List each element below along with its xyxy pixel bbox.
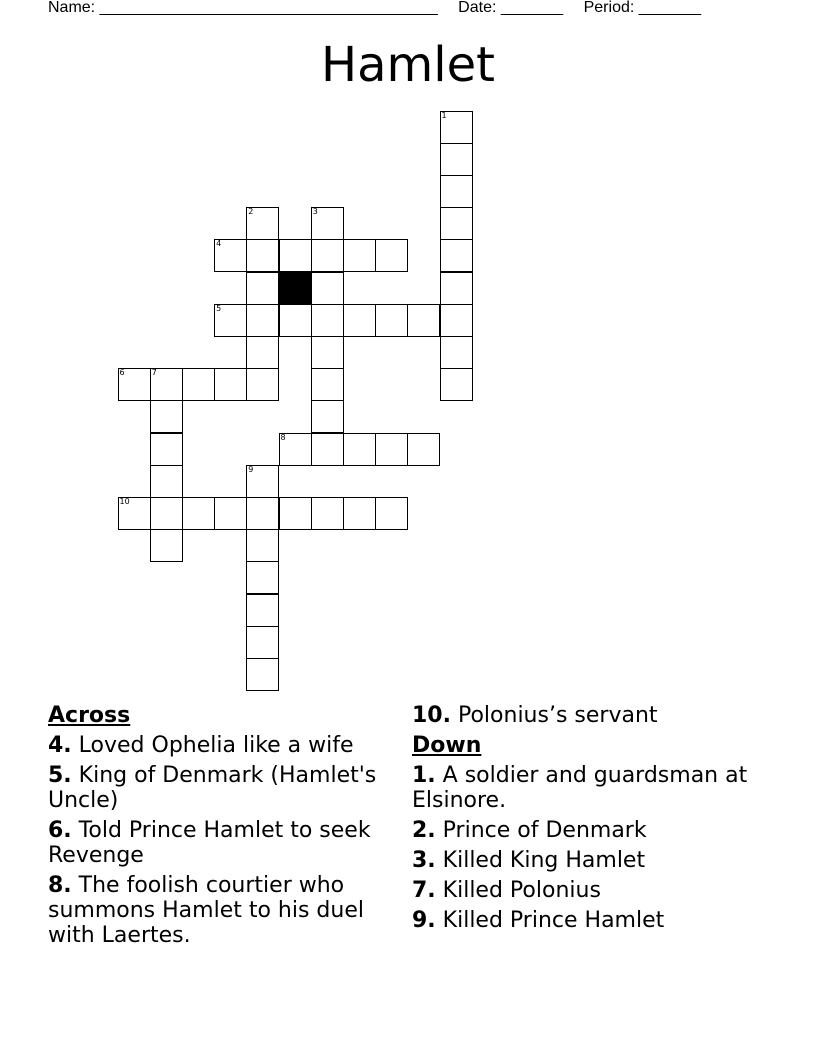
grid-cell[interactable]: [182, 368, 215, 401]
clue-number: 1.: [412, 763, 436, 788]
across-heading: Across: [48, 703, 131, 728]
clue-number: 8.: [48, 873, 72, 898]
clue-text: Killed Polonius: [442, 878, 601, 903]
grid-cell[interactable]: [150, 465, 183, 498]
clue-text: Polonius’s servant: [457, 703, 658, 728]
clue-number-label: 8: [280, 432, 286, 442]
grid-cell[interactable]: [246, 626, 279, 659]
grid-cell[interactable]: [246, 207, 279, 240]
grid-cell[interactable]: [246, 336, 279, 369]
grid-cell[interactable]: [311, 433, 344, 466]
clue-text: Loved Ophelia like a wife: [78, 733, 354, 758]
clue-text: Killed King Hamlet: [442, 848, 646, 873]
grid-cell[interactable]: [311, 239, 344, 272]
clue-number-label: 7: [151, 368, 157, 378]
black-square: [279, 272, 312, 305]
clue-text: King of Denmark (Hamlet's Uncle): [48, 763, 377, 813]
grid-cell[interactable]: [440, 175, 473, 208]
clue-number-label: 4: [216, 239, 222, 249]
clue-down-1: [412, 763, 757, 813]
clue-across-4: [48, 733, 393, 758]
grid-cell[interactable]: [440, 111, 473, 144]
grid-cell[interactable]: [375, 239, 408, 272]
grid-cell[interactable]: [311, 336, 344, 369]
grid-cell[interactable]: [311, 368, 344, 401]
clue-across-6: [48, 818, 393, 868]
clue-number: 9.: [412, 908, 436, 933]
clue-number: 4.: [48, 733, 72, 758]
grid-cell[interactable]: [150, 433, 183, 466]
clue-number-label: 5: [216, 303, 222, 313]
grid-cell[interactable]: [375, 497, 408, 530]
grid-cell[interactable]: [150, 529, 183, 562]
grid-cell[interactable]: [214, 368, 247, 401]
clue-number-label: 3: [312, 207, 318, 217]
clue-number-label: 1: [441, 110, 447, 120]
grid-cell[interactable]: [311, 497, 344, 530]
clue-number: 10.: [412, 703, 451, 728]
grid-cell[interactable]: [246, 594, 279, 627]
grid-cell[interactable]: [440, 143, 473, 176]
clue-text: A soldier and guardsman at Elsinore.: [412, 763, 748, 813]
grid-cell[interactable]: [150, 368, 183, 401]
grid-cell[interactable]: [311, 207, 344, 240]
grid-cell[interactable]: [246, 658, 279, 691]
grid-cell[interactable]: [246, 304, 279, 337]
grid-cell[interactable]: [246, 529, 279, 562]
clue-across-10: [412, 703, 757, 728]
grid-cell[interactable]: [246, 465, 279, 498]
clue-down-3: [412, 848, 757, 873]
grid-cell[interactable]: [279, 497, 312, 530]
grid-cell[interactable]: [440, 207, 473, 240]
clue-number: 5.: [48, 763, 72, 788]
date-field[interactable]: Date: _______: [458, 0, 564, 16]
clue-across-8: [48, 873, 393, 948]
clue-text: Told Prince Hamlet to seek Revenge: [48, 818, 371, 868]
grid-cell[interactable]: [150, 400, 183, 433]
grid-cell[interactable]: [343, 239, 376, 272]
grid-cell[interactable]: [150, 497, 183, 530]
grid-cell[interactable]: [118, 497, 151, 530]
clue-text: The foolish courtier who summons Hamlet to his duel with Laertes.: [48, 873, 364, 948]
grid-cell[interactable]: [407, 304, 440, 337]
grid-cell[interactable]: [440, 304, 473, 337]
grid-cell[interactable]: [246, 272, 279, 305]
grid-cell[interactable]: [246, 368, 279, 401]
clue-number: 2.: [412, 818, 436, 843]
down-heading: Down: [412, 733, 482, 758]
grid-cell[interactable]: [279, 433, 312, 466]
grid-cell[interactable]: [375, 433, 408, 466]
page-title: Hamlet: [321, 37, 495, 93]
name-field[interactable]: Name: ______________________________________: [48, 0, 438, 16]
clue-number-label: 10: [119, 496, 130, 506]
clues-right-column: [412, 703, 757, 938]
clue-number: 6.: [48, 818, 72, 843]
clue-text: Prince of Denmark: [442, 818, 647, 843]
period-field[interactable]: Period: _______: [583, 0, 702, 16]
grid-cell[interactable]: [440, 336, 473, 369]
grid-cell[interactable]: [343, 304, 376, 337]
grid-cell[interactable]: [246, 497, 279, 530]
grid-cell[interactable]: [311, 400, 344, 433]
clue-down-9: [412, 908, 757, 933]
grid-cell[interactable]: [311, 272, 344, 305]
grid-cell[interactable]: [279, 239, 312, 272]
grid-cell[interactable]: [440, 272, 473, 305]
grid-cell[interactable]: [279, 304, 312, 337]
grid-cell[interactable]: [246, 239, 279, 272]
clue-down-2: [412, 818, 757, 843]
grid-cell[interactable]: [407, 433, 440, 466]
grid-cell[interactable]: [118, 368, 151, 401]
grid-cell[interactable]: [440, 368, 473, 401]
clue-number-label: 6: [119, 368, 125, 378]
clue-number-label: 2: [248, 207, 254, 217]
clue-number: 3.: [412, 848, 436, 873]
grid-cell[interactable]: [182, 497, 215, 530]
grid-cell[interactable]: [440, 239, 473, 272]
grid-cell[interactable]: [214, 497, 247, 530]
clues-left-column: [48, 703, 393, 953]
grid-cell[interactable]: [343, 433, 376, 466]
grid-cell[interactable]: [246, 561, 279, 594]
grid-cell[interactable]: [343, 497, 376, 530]
clue-text: Killed Prince Hamlet: [442, 908, 665, 933]
grid-cell[interactable]: [214, 304, 247, 337]
clue-number-label: 9: [248, 464, 254, 474]
clue-down-7: [412, 878, 757, 903]
grid-cell[interactable]: [375, 304, 408, 337]
grid-cell[interactable]: [311, 304, 344, 337]
grid-cell[interactable]: [214, 239, 247, 272]
clue-number: 7.: [412, 878, 436, 903]
clue-across-5: [48, 763, 393, 813]
